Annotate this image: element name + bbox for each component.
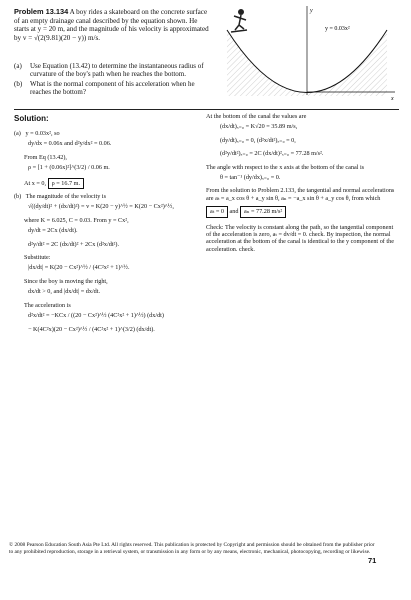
part-text: What is the normal component of his acceleration when he reaches the bottom? — [30, 79, 195, 96]
part-b-intro — [14, 193, 199, 200]
paragraph: From the solution to Problem 2.133, the tangential and normal accelerations are aₜ = a_x cos θ + a_y sin θ, aₙ = −a_x sin θ + a_y cos θ, from which — [206, 187, 395, 202]
check-paragraph: Check: The velocity is constant along the path, so the tangential component of the acceleration is zero, aₜ = dv/dt = 0. check. By inspection, the normal acceleration at the bottom of the canal is identical to the y component of the acceleration. check. — [206, 223, 394, 253]
equation-rho: ρ = [1 + (0.06x)²]^(3/2) / 0.06 m. — [28, 164, 110, 172]
solution-right-column — [206, 113, 396, 256]
equation: dy/dt = 2Cx (dx/dt). — [28, 227, 78, 235]
part-a-label: (a) — [14, 130, 21, 137]
solution-left-column — [14, 130, 199, 339]
canal-figure — [217, 0, 402, 103]
answer-rho: ρ = 16.7 m. — [48, 178, 84, 189]
curve-equation: y = 0.03x² — [325, 26, 350, 32]
problem-statement — [14, 8, 214, 42]
part-label: (b) — [14, 79, 23, 88]
equation: (dx/dt)ₓ₌₀ = K√20 = 35.89 m/s, — [220, 123, 298, 131]
equation: dx/dt > 0, and |dx/dt| = dx/dt. — [28, 288, 101, 296]
x-axis-label: x — [391, 96, 394, 102]
solution-heading: Solution: — [14, 114, 49, 123]
equation: √((dy/dt)² + (dx/dt)²) = v = K(20 − y)^½ = K(20 − Cx²)^½, — [28, 203, 174, 211]
part-label: (a) — [14, 62, 22, 70]
at-x0-label: At x = 0, — [24, 179, 47, 187]
text-line: where K = 6.025, C = 0.03. From y = Cx², — [24, 216, 129, 224]
part-a-intro — [14, 130, 199, 137]
part-b-label: (b) — [14, 193, 22, 201]
equation: − K(4C²x)(20 − Cx²)^½ / (4C²x² + 1)^(3/2) (dx/dt). — [28, 325, 155, 333]
equation: (dy/dt)ₓ₌₀ = 0, (d²x/dt²)ₓ₌₀ = 0, — [220, 136, 296, 144]
text-line: The acceleration is — [24, 301, 71, 309]
text-line: Since the boy is moving the right, — [24, 277, 108, 285]
skateboarder-icon — [231, 9, 247, 32]
problem-parts — [14, 62, 214, 97]
equation: |dx/dt| = K(20 − Cx²)^½ / (4C²x² + 1)^½. — [28, 264, 130, 272]
answer-line — [206, 206, 396, 217]
answer-an: aₙ = 77.28 m/s² — [240, 206, 286, 217]
equation: y = 0.03x², so — [25, 130, 60, 137]
equation: d²y/dt² = 2C (dx/dt)² + 2Cx (d²x/dt²). — [28, 240, 120, 248]
problem-part-a — [14, 62, 214, 79]
part-text: Use Equation (13.42) to determine the instantaneous radius of curvature of the boy's path when he reaches the bottom. — [30, 62, 204, 79]
page-number: 71 — [368, 556, 377, 565]
section-divider — [14, 109, 399, 110]
y-axis-label: y — [310, 8, 313, 14]
equation: (d²y/dt²)ₓ₌₀ = 2C (dx/dt)²ₓ₌₀ = 77.28 m/s². — [220, 150, 324, 158]
text-line: The angle with respect to the x axis at the bottom of the canal is — [206, 163, 365, 171]
text-line: At the bottom of the canal the values are — [206, 113, 307, 120]
equation: dy/dx = 0.06x and d²y/dx² = 0.06. — [28, 140, 112, 148]
equation: θ = tan⁻¹ (dy/dx)ₓ₌₀ = 0. — [220, 174, 281, 182]
text-line: From Eq (13.42), — [24, 153, 67, 161]
answer-at: aₜ = 0 — [206, 206, 228, 217]
equation: d²x/dt² = −KCx / ((20 − Cx²)^½ (4C²x² + 1)^½) (dx/dt) — [28, 312, 164, 320]
copyright-footer: © 2008 Pearson Education South Asia Pte Ltd. All rights reserved. This publication is protected by Copyright and permission should be obtained from the publisher prior to any prohibited reproduction, storage in a retrieval system, or transmission in any form or by any means, electronic, mechanical, photocopying, recording or likewise. — [9, 542, 375, 555]
text-line: Substitute: — [24, 254, 51, 262]
text-line — [24, 178, 199, 189]
problem-text: A boy rides a skateboard on the concrete surface of an empty drainage canal described by the equation shown. He starts at y = 20 m, and the magnitude of his velocity is approximated by v = √(2(9.81)(20 − y)) m/s. — [14, 8, 209, 42]
text: The magnitude of the velocity is — [25, 193, 106, 201]
problem-part-b — [14, 80, 214, 97]
and-text: and — [229, 208, 239, 216]
problem-number: Problem 13.134 — [14, 7, 69, 16]
